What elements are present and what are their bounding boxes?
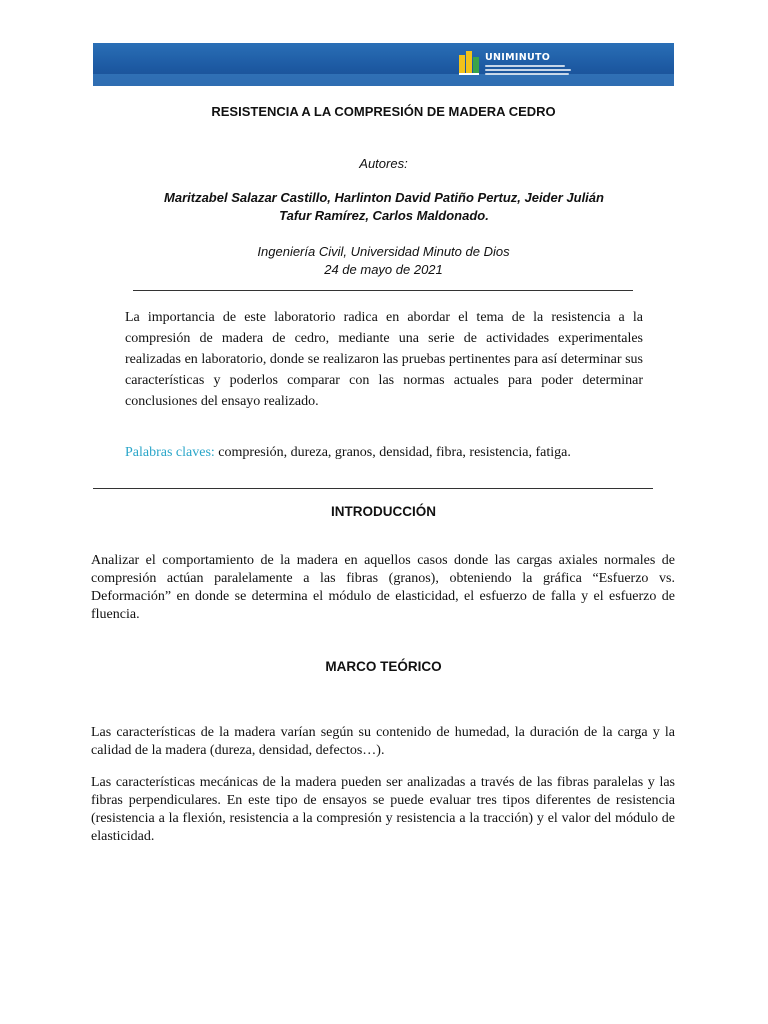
uniminuto-logo — [457, 48, 597, 78]
divider-bottom — [93, 488, 653, 489]
logo-subtitle-line — [485, 73, 569, 75]
affiliation-block — [93, 243, 674, 279]
marco-paragraph-2: Las características mecánicas de la madera pueden ser analizadas a través de las fibras paralelas y las fibras perpendiculares. En este tipo de ensayos se puede evaluar tres tipos diferentes de resistencia (resistencia a la flexión, resistencia a la compresión y resistencia a la tracción) y el valor del módulo de elasticidad. — [91, 775, 675, 844]
authors-names — [118, 189, 650, 225]
logo-name: UNIMINUTO — [485, 52, 551, 63]
marco-teorico-heading: MARCO TEÓRICO — [325, 659, 442, 674]
keywords-text: compresión, dureza, granos, densidad, fibra, resistencia, fatiga. — [214, 445, 571, 460]
logo-subtitle-line — [485, 69, 571, 71]
authors-line-1: Maritzabel Salazar Castillo, Harlinton David Patiño Pertuz, Jeider Julián — [164, 190, 604, 205]
header-banner — [93, 43, 674, 86]
abstract: La importancia de este laboratorio radica en abordar el tema de la resistencia a la compresión de madera de cedro, mediante una serie de actividades experimentales realizadas en laboratorio, donde se realizaron las pruebas pertinentes para así determinar sus características y poderlos comparar con las normas actuales para poder determinar conclusiones del ensayo realizado. — [125, 310, 643, 409]
document-title: RESISTENCIA A LA COMPRESIÓN DE MADERA CEDRO — [211, 104, 556, 119]
divider-top — [133, 290, 633, 291]
marco-paragraph-1: Las características de la madera varían según su contenido de humedad, la duración de la carga y la calidad de la madera (dureza, densidad, defectos…). — [91, 725, 675, 758]
keywords-label: Palabras claves: — [125, 445, 215, 460]
intro-paragraph: Analizar el comportamiento de la madera en aquellos casos donde las cargas axiales normales de compresión actúan paralelamente a las fibras (granos), obteniendo la gráfica “Esfuerzo vs. Deformación” en donde se determina el módulo de elasticidad, el esfuerzo de falla y el esfuerzo de fluencia. — [91, 553, 675, 622]
publication-date: 24 de mayo de 2021 — [324, 262, 443, 277]
logo-subtitle-line — [485, 65, 565, 67]
authors-line-2: Tafur Ramírez, Carlos Maldonado. — [279, 208, 489, 223]
authors-label: Autores: — [359, 156, 408, 171]
keywords — [125, 442, 643, 463]
affiliation: Ingeniería Civil, Universidad Minuto de Dios — [257, 244, 510, 259]
uniminuto-md-logo-icon — [457, 49, 483, 77]
intro-heading: INTRODUCCIÓN — [331, 504, 436, 519]
